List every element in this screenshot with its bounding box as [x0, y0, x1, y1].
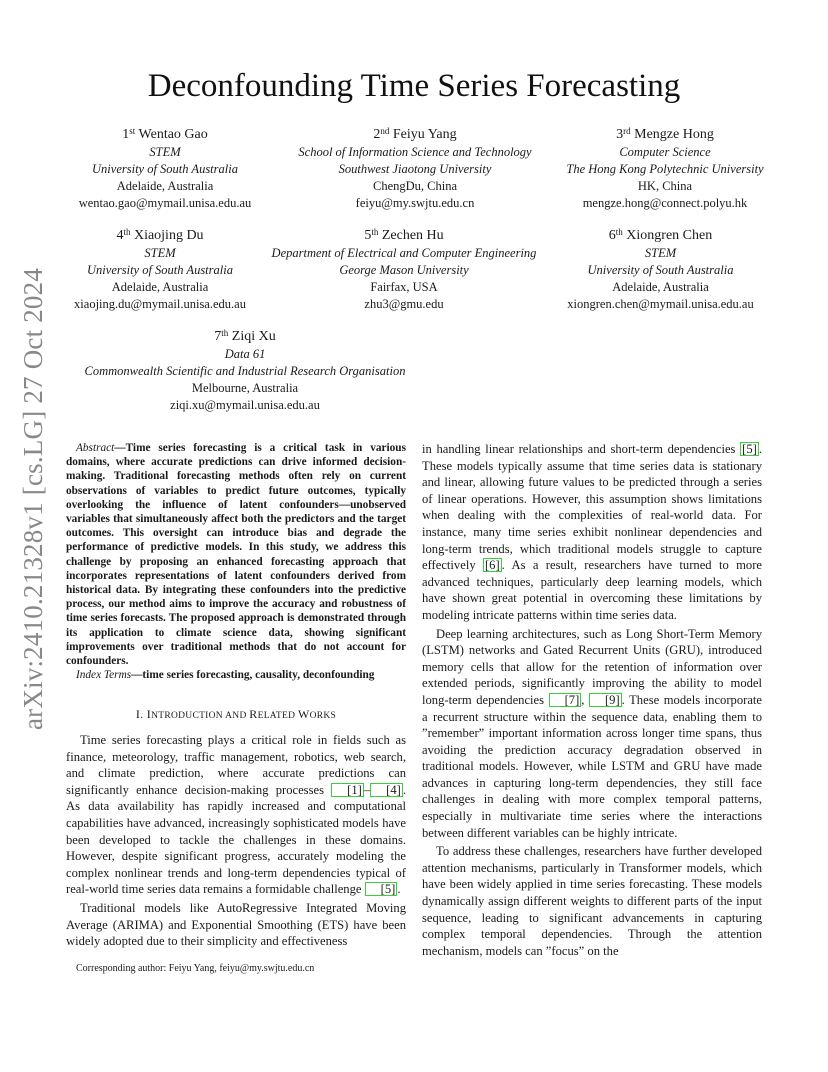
author-department: School of Information Science and Technology	[298, 145, 532, 159]
author-department: Computer Science	[619, 145, 711, 159]
author-ordinal-suffix: nd	[380, 126, 390, 136]
author-ordinal: 6	[608, 228, 616, 243]
author-organization: Southwest Jiaotong University	[338, 162, 492, 176]
author-department: Department of Electrical and Computer Engineering	[271, 246, 537, 260]
text-run: Time series forecasting plays a critical role in fields such as finance, meteorology, traffic management, robotics, web search, and climate prediction, where accurate predictions can significantly enhance decision-making processes	[66, 733, 406, 797]
section-heading	[66, 706, 406, 725]
author-name: Mengze Hong	[634, 127, 714, 142]
author-ordinal-suffix: th	[371, 227, 379, 237]
author-block	[540, 126, 790, 212]
index-terms-label: Index Terms	[76, 669, 132, 682]
author-organization: George Mason University	[339, 263, 469, 277]
section-title-part: ORKS	[309, 711, 337, 722]
author-email: feiyu@my.swjtu.edu.cn	[355, 196, 475, 210]
author-email: zhu3@gmu.edu	[364, 297, 444, 311]
author-organization: University of South Australia	[587, 263, 734, 277]
author-block	[55, 126, 275, 212]
author-ordinal-suffix: st	[129, 126, 136, 136]
author-ordinal-suffix: rd	[623, 126, 631, 136]
author-organization: Commonwealth Scientific and Industrial Research Organisation	[84, 364, 406, 378]
paragraph	[422, 626, 762, 842]
section-title-part: R	[249, 707, 258, 722]
author-email: wentao.gao@mymail.unisa.edu.au	[78, 196, 252, 210]
author-ordinal: 1	[122, 127, 130, 142]
author-block	[548, 227, 773, 313]
author-name: Ziqi Xu	[231, 329, 276, 344]
index-terms	[66, 668, 406, 682]
author-department: STEM	[149, 145, 181, 159]
citation-link[interactable]: [6]	[484, 558, 500, 573]
author-name: Zechen Hu	[381, 228, 444, 243]
author-location: ChengDu, China	[372, 179, 458, 193]
text-run: . As a result, researchers have turned to more advanced techniques, particularly deep learning models, which have shown great potential in overcoming these limitations by modeling intricate patterns within time series data.	[422, 558, 762, 622]
citation-link[interactable]: [1]	[331, 783, 364, 797]
author-ordinal: 5	[364, 228, 372, 243]
text-run: Traditional models like AutoRegressive Integrated Moving Average (ARIMA) and Exponential Smoothing (ETS) have been widely adopted due to their simplicity and effectiveness	[66, 900, 406, 949]
author-ordinal-suffix: th	[221, 328, 229, 338]
author-email: xiongren.chen@mymail.unisa.edu.au	[567, 297, 754, 311]
author-ordinal: 4	[116, 228, 124, 243]
paragraph	[66, 900, 406, 950]
author-location: Adelaide, Australia	[612, 280, 709, 294]
author-block	[50, 227, 270, 313]
section-title-part: ELATED	[257, 711, 298, 722]
footnote: Corresponding author: Feiyu Yang, feiyu@my.swjtu.edu.cn	[76, 963, 315, 974]
author-department: STEM	[644, 246, 677, 260]
author-location: HK, China	[637, 179, 693, 193]
author-ordinal: 2	[373, 127, 381, 142]
text-run: –	[363, 782, 371, 797]
author-ordinal-suffix: th	[615, 227, 623, 237]
author-department: Data 61	[224, 347, 266, 361]
author-ordinal: 7	[214, 329, 222, 344]
section-number: I.	[135, 707, 147, 722]
paragraph	[422, 441, 762, 624]
text-run: . As data availability has rapidly increased and computational capabilities have advanced, increasingly sophisticated models have been developed to tackle the challenges in these domains. However, despite significant progress, accurately modeling the complex nonlinear trends and long-term dependencies typical of real-world time series data remains a formidable challenge	[66, 782, 406, 897]
author-email: ziqi.xu@mymail.unisa.edu.au	[170, 398, 320, 412]
citation-link[interactable]: [7]	[549, 693, 582, 707]
author-block	[260, 126, 570, 212]
text-run: To address these challenges, researchers have further developed attention mechanisms, particularly in Transformer models, which have been widely applied in time series forecasting. These models dynamically assign different weights to different parts of the input sequence, leading to significant advancements in capturing complex temporal dependencies. Through the attention mechanism, models can ”focus” on the	[422, 844, 762, 958]
section-title-part: W	[297, 707, 310, 722]
text-run: ,	[581, 692, 589, 707]
text-run: . These models incorporate a recurrent structure within the sequence data, enabling them to ”remember” important information across longer time spans, thus avoiding the prediction accuracy degradation observed in traditional models. However, while LSTM and GRU have made advances in capturing long-term dependencies, they still face challenges in dealing with more complex temporal patterns, especially in multivariate time series where the interactions between different variables can be highly intricate.	[422, 692, 762, 840]
author-name: Xiongren Chen	[626, 228, 713, 243]
text-run: . These models typically assume that time series data is stationary and linear, allowing future values to be predicted through a series of linear operations. However, this assumption shows limitations when dealing with the complexities of real-world data. For instance, many time series exhibit nonlinear dependencies and long-term trends, which traditional models struggle to capture effectively	[422, 442, 762, 573]
text-run: .	[397, 882, 401, 897]
right-column	[422, 441, 762, 959]
abstract	[66, 441, 406, 668]
abstract-text: —Time series forecasting is a critical task in various domains, where accurate predictions can drive informed decision-making. Traditional forecasting methods often rely on current observations of variables to predict future outcomes, typically overlooking the influence of latent confounders—unobserved variables that simultaneously affect both the predictors and the target outcomes. This oversight can introduce bias and degrade the performance of predictive models. In this study, we address this challenge by proposing an enhanced forecasting approach that incorporates representations of latent confounders derived from historical data. By integrating these confounders into the predictive process, our method aims to improve the accuracy and robustness of time series forecasts. The proposed approach is demonstrated through its application to climate science data, showing significant improvements over traditional methods that do not account for confounders.	[66, 442, 406, 668]
author-email: xiaojing.du@mymail.unisa.edu.au	[74, 297, 246, 311]
author-block	[254, 227, 554, 313]
citation-link[interactable]: [5]	[365, 882, 398, 896]
arxiv-identifier: arXiv:2410.21328v1 [cs.LG] 27 Oct 2024	[18, 267, 48, 730]
author-ordinal: 3	[616, 127, 624, 142]
citation-link[interactable]: [4]	[370, 783, 403, 797]
author-location: Fairfax, USA	[370, 280, 438, 294]
left-column	[66, 441, 406, 950]
author-block	[60, 328, 430, 414]
author-organization: University of South Australia	[87, 263, 233, 277]
author-ordinal-suffix: th	[123, 227, 131, 237]
author-department: STEM	[144, 246, 176, 260]
paragraph	[66, 732, 406, 898]
author-organization: University of South Australia	[92, 162, 238, 176]
citation-link[interactable]: [9]	[589, 693, 622, 707]
author-name: Xiaojing Du	[133, 228, 204, 243]
paper-title: Deconfounding Time Series Forecasting	[147, 68, 681, 104]
author-name: Feiyu Yang	[392, 127, 457, 142]
author-organization: The Hong Kong Polytechnic University	[566, 162, 764, 176]
citation-link[interactable]: [5]	[742, 442, 757, 456]
abstract-label: Abstract	[76, 442, 115, 454]
author-location: Adelaide, Australia	[116, 179, 214, 193]
paragraph	[422, 843, 762, 959]
author-email: mengze.hong@connect.polyu.hk	[582, 196, 748, 210]
text-run: in handling linear relationships and short-term dependencies	[422, 442, 741, 456]
section-title-part: NTRODUCTION AND	[151, 711, 250, 722]
index-terms-text: —time series forecasting, causality, deconfounding	[131, 669, 375, 682]
section-title-part: I	[146, 707, 152, 722]
author-location: Adelaide, Australia	[111, 280, 209, 294]
text-run: Deep learning architectures, such as Long Short-Term Memory (LSTM) networks and Gated Recurrent Units (GRU), introduced memory cells that allow for the retention of information over extended periods, significantly improving the ability to model long-term dependencies	[422, 626, 762, 707]
author-location: Melbourne, Australia	[191, 381, 299, 395]
author-name: Wentao Gao	[138, 127, 208, 142]
